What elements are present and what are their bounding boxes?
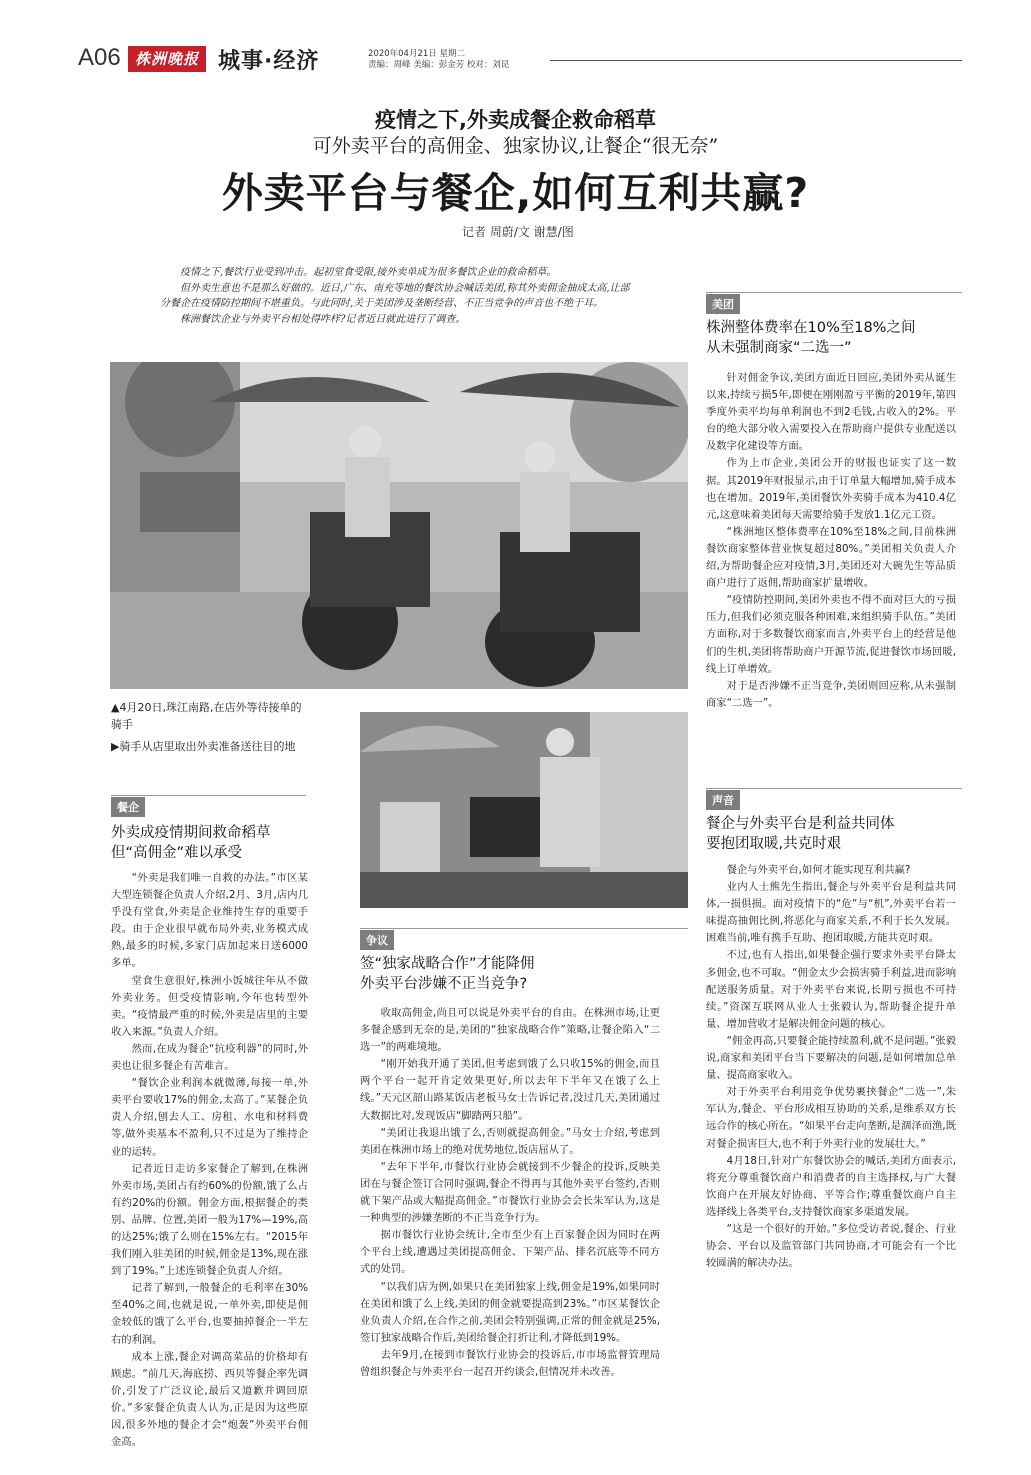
section-canqi-header: [111, 795, 306, 863]
section-shengyin-body: [706, 862, 956, 1272]
body-paragraph: 业内人士熊先生指出,餐企与外卖平台是利益共同体,一损俱损。面对疫情下的“危”与“机”,外卖平台若一味提高抽佣比例,将恶化与商家关系,不利于长久发展。困难当前,唯有携手互助、抱团取暖,方能共克时艰。: [706, 881, 956, 945]
section-divider: [706, 788, 962, 789]
intro-paragraph: 疫情之下,餐饮行业受到冲击。起初堂食受限,接外卖单成为很多餐饮企业的救命稻草。: [180, 267, 557, 278]
section-divider: [111, 795, 306, 796]
body-paragraph: 然而,在成为餐企“抗疫利器”的同时,外卖也让很多餐企有苦难言。: [111, 1042, 308, 1073]
section-headline-1: 签“独家战略合作”才能降佣: [360, 956, 535, 972]
body-paragraph: “株洲地区整体费率在10%至18%之间,目前株洲餐饮商家整体营业恢复超过80%。”美团相关负责人介绍,为帮助餐企应对疫情,3月,美团还对大碗先生等品质商户进行了返佣,帮助商家扩量增收。: [706, 525, 956, 590]
body-paragraph: “美团让我退出饿了么,否则就提高佣金。”马女士介绍,考虑到美团在株洲市场上的绝对优势地位,饭店屈从了。: [360, 1126, 660, 1156]
body-paragraph: “餐饮企业利润本就微薄,每接一单,外卖平台要收17%的佣金,太高了。”某餐企负责人介绍,刨去人工、房租、水电和材料费等,做外卖基本不盈利,只不过是为了维持企业的运转。: [111, 1077, 308, 1158]
intro-paragraph: 株洲餐饮企业与外卖平台相处得咋样?记者近日就此进行了调查。: [180, 313, 466, 325]
section-tag: 争议: [360, 930, 394, 950]
headline-title: 外卖平台与餐企,如何互利共赢?: [221, 169, 810, 217]
body-paragraph: 记者近日走访多家餐企了解到,在株洲外卖市场,美团占有约60%的份额,饿了么占有约20%的份额。佣金方面,根据餐企的类别、品牌、位置,美团一般为17%—19%,高的达25%;饿了么则在15%左右。“2015年我们刚入驻美团的时候,佣金是13%,现在涨到了19%。”上述连锁餐企负责人介绍。: [111, 1162, 308, 1278]
section-tag: 餐企: [111, 797, 145, 817]
photo-caption-2: ▶骑手从店里取出外卖准备送往目的地: [111, 740, 296, 753]
body-paragraph: “去年下半年,市餐饮行业协会就接到不少餐企的投诉,反映美团在与餐企签订合同时强调,餐企不得再与其他外卖平台签约,否则就下架产品或大幅提高佣金。”市餐饮行业协会会长朱军认为,这是一种典型的涉嫌垄断的不正当竞争行为。: [360, 1160, 660, 1225]
section-shengyin-header: [706, 788, 962, 854]
body-paragraph: 不过,也有人指出,如果餐企强行要求外卖平台降太多佣金,也不可取。“佣金太少会损害骑手利益,进而影响配送服务质量。对于外卖平台来说,长期亏损也不可持续。”资深互联网从业人士张毅认为,帮助餐企提升单量、增加营收才是解决佣金问题的核心。: [706, 949, 956, 1030]
issue-date: 2020年04月21日 星期二: [368, 49, 465, 59]
section-headline-2: 但“高佣金”难以承受: [111, 845, 243, 861]
body-paragraph: 对于是否涉嫌不正当竞争,美团则回应称,从未强制商家“二选一”。: [706, 679, 956, 709]
issue-editors: 责编：周峰 美编：彭金芳 校对：刘昆: [368, 60, 510, 70]
section-headline-1: 株洲整体费率在10%至18%之间: [706, 320, 916, 336]
body-paragraph: 记者了解到,一般餐企的毛利率在30%至40%之间,也就是说,一单外卖,即使是佣金较低的饿了么平台,也要抽掉餐企一半左右的利润。: [111, 1282, 308, 1346]
body-paragraph: 堂食生意很好,株洲小饭城往年从不做外卖业务。但受疫情影响,今年也转型外卖。“疫情最严重的时候,外卖是店里的主要收入来源。”负责人介绍。: [111, 974, 308, 1038]
section-canqi-body: [111, 870, 308, 1451]
section-tag: 声音: [706, 790, 740, 810]
body-paragraph: “佣金再高,只要餐企能持续盈利,就不是问题。”张毅说,商家和美团平台当下要解决的问题,是如何增加总单量、提高商家收入。: [706, 1034, 956, 1082]
body-paragraph: 去年9月,在接到市餐饮行业协会的投诉后,市市场监督管理局曾组织餐企与外卖平台一起召开约谈会,但情况并未改善。: [360, 1348, 660, 1378]
body-paragraph: “疫情防控期间,美团外卖也不得不面对巨大的亏损压力,但我们必须克服各种困难,来组织骑手队伍。”美团方面称,对于多数餐饮商家而言,外卖平台上的经营是他们的生机,美团将帮助商户开源节流,促进餐饮市场回暖,线上订单增效。: [706, 594, 956, 675]
section-headline-2: 外卖平台涉嫌不正当竞争?: [360, 976, 528, 992]
section-meituan-body: [706, 370, 956, 712]
section-meituan-header: [706, 292, 962, 358]
page-number: A06: [78, 44, 121, 71]
photo-riders-waiting-image: [110, 362, 688, 689]
photo-rider-pickup-image: [360, 712, 688, 908]
section-divider: [360, 928, 688, 929]
section-tag: 美团: [706, 294, 740, 314]
section-headline-2: 从未强制商家“二选一”: [706, 340, 852, 356]
section-name: 城事·经济: [218, 49, 320, 74]
body-paragraph: 收取高佣金,尚且可以说是外卖平台的自由。在株洲市场,让更多餐企感到无奈的是,美团的“独家战略合作”策略,让餐企陷入“二选一”的两难境地。: [360, 1007, 660, 1054]
section-zhengyi-body: [360, 1005, 660, 1381]
headline-kicker: 疫情之下,外卖成餐企救命稻草: [375, 108, 656, 132]
section-headline-1: 外卖成疫情期间救命稻草: [111, 825, 271, 841]
section-divider: [706, 292, 962, 293]
body-paragraph: 成本上涨,餐企对调高菜品的价格却有顾虑。“前几天,海底捞、西贝等餐企率先调价,引发了广泛议论,最后又道歉并调回原价。”多家餐企负责人认为,正是因为这些原因,很多外地的餐企才会“炮轰”外卖平台佣金高。: [111, 1350, 308, 1449]
photo-caption-1: ▲4月20日,珠江南路,在店外等待接单的骑手: [111, 701, 302, 731]
masthead-rule: [550, 60, 962, 61]
section-headline-2: 要抱团取暖,共克时艰: [706, 836, 842, 852]
body-paragraph: “以我们店为例,如果只在美团独家上线,佣金是19%,如果同时在美团和饿了么上线,美团的佣金就要提高到23%。”市区某餐饮企业负责人介绍,在合作之前,美团会特别强调,正常的佣金就是25%,签订独家战略合作后,美团给餐企打折让利,才降低到19%。: [360, 1280, 660, 1344]
headline-subkicker: 可外卖平台的高佣金、独家协议,让餐企“很无奈”: [312, 135, 719, 157]
issue-meta: [368, 49, 509, 71]
photo-rider-pickup: [360, 712, 688, 908]
photo-riders-waiting: [110, 362, 688, 689]
section-headline-1: 餐企与外卖平台是利益共同体: [706, 816, 895, 832]
byline: 记者 周蔚/文 谢慧/图: [462, 225, 574, 239]
body-paragraph: “这是一个很好的开始。”多位受访者说,餐企、行业协会、平台以及监管部门共同协商,才可能会有一个比较圆满的解决办法。: [706, 1222, 956, 1270]
body-paragraph: “外卖是我们唯一自救的办法。”市区某大型连锁餐企负责人介绍,2月、3月,店内几乎没有堂食,外卖是企业维持生存的重要手段。由于企业很早就布局外卖,业务模式成熟,最多的时候,多家门店加起来日送6000多单。: [111, 872, 308, 970]
intro-paragraph: 但外卖生意也不是那么好做的。近日,广东、南充等地的餐饮协会喊话美团,称其外卖佣金抽成太高,让部分餐企在疫情防控期间不堪重负。与此同时,关于美团涉及垄断经营、不正当竞争的声音也不绝于耳。: [160, 282, 630, 310]
newspaper-logo: 株洲晚报: [128, 46, 206, 72]
intro-paragraphs: [160, 265, 630, 327]
body-paragraph: 4月18日,针对广东餐饮协会的喊话,美团方面表示,将充分尊重餐饮商户和消费者的自主选择权,与广大餐饮商户在开展友好协商、平等合作;尊重餐饮商户自主选择线上各类平台,支持餐饮商家多渠道发展。: [706, 1154, 956, 1218]
section-zhengyi-header: [360, 928, 688, 994]
body-paragraph: “刚开始我开通了美团,但考虑到饿了么只收15%的佣金,而且两个平台一起开肯定效果更好,所以去年下半年又在饿了么上线。”天元区韶山路某饭店老板马女士告诉记者,没过几天,美团通过大数据比对,发现饭店“脚踏两只船”。: [360, 1058, 660, 1122]
body-paragraph: 作为上市企业,美团公开的财报也证实了这一数据。其2019年财报显示,由于订单量大幅增加,骑手成本也在增加。2019年,美团餐饮外卖骑手成本为410.4亿元,这意味着美团每天需要给骑手发放1.1亿元工资。: [706, 457, 956, 521]
body-paragraph: 餐企与外卖平台,如何才能实现互利共赢?: [726, 864, 911, 876]
body-paragraph: 对于外卖平台利用竞争优势裹挟餐企“二选一”,朱军认为,餐企、平台形成相互协助的关系,是维系双方长远合作的核心所在。“如果平台走向垄断,是涸泽而渔,既对餐企损害巨大,也不利于外卖行业的发展壮大。”: [706, 1086, 956, 1150]
body-paragraph: 针对佣金争议,美团方面近日回应,美团外卖从诞生以来,持续亏损5年,即便在刚刚盈亏平衡的2019年,第四季度外卖平均每单利润也不到2毛钱,占收入的2%。平台的绝大部分收入需要投入在帮助商户提供专业配送以及数字化建设等方面。: [706, 372, 956, 453]
body-paragraph: 据市餐饮行业协会统计,全市至少有上百家餐企因为同时在两个平台上线,遭遇过美团提高佣金、下架产品、排名沉底等不同方式的处罚。: [360, 1229, 660, 1276]
